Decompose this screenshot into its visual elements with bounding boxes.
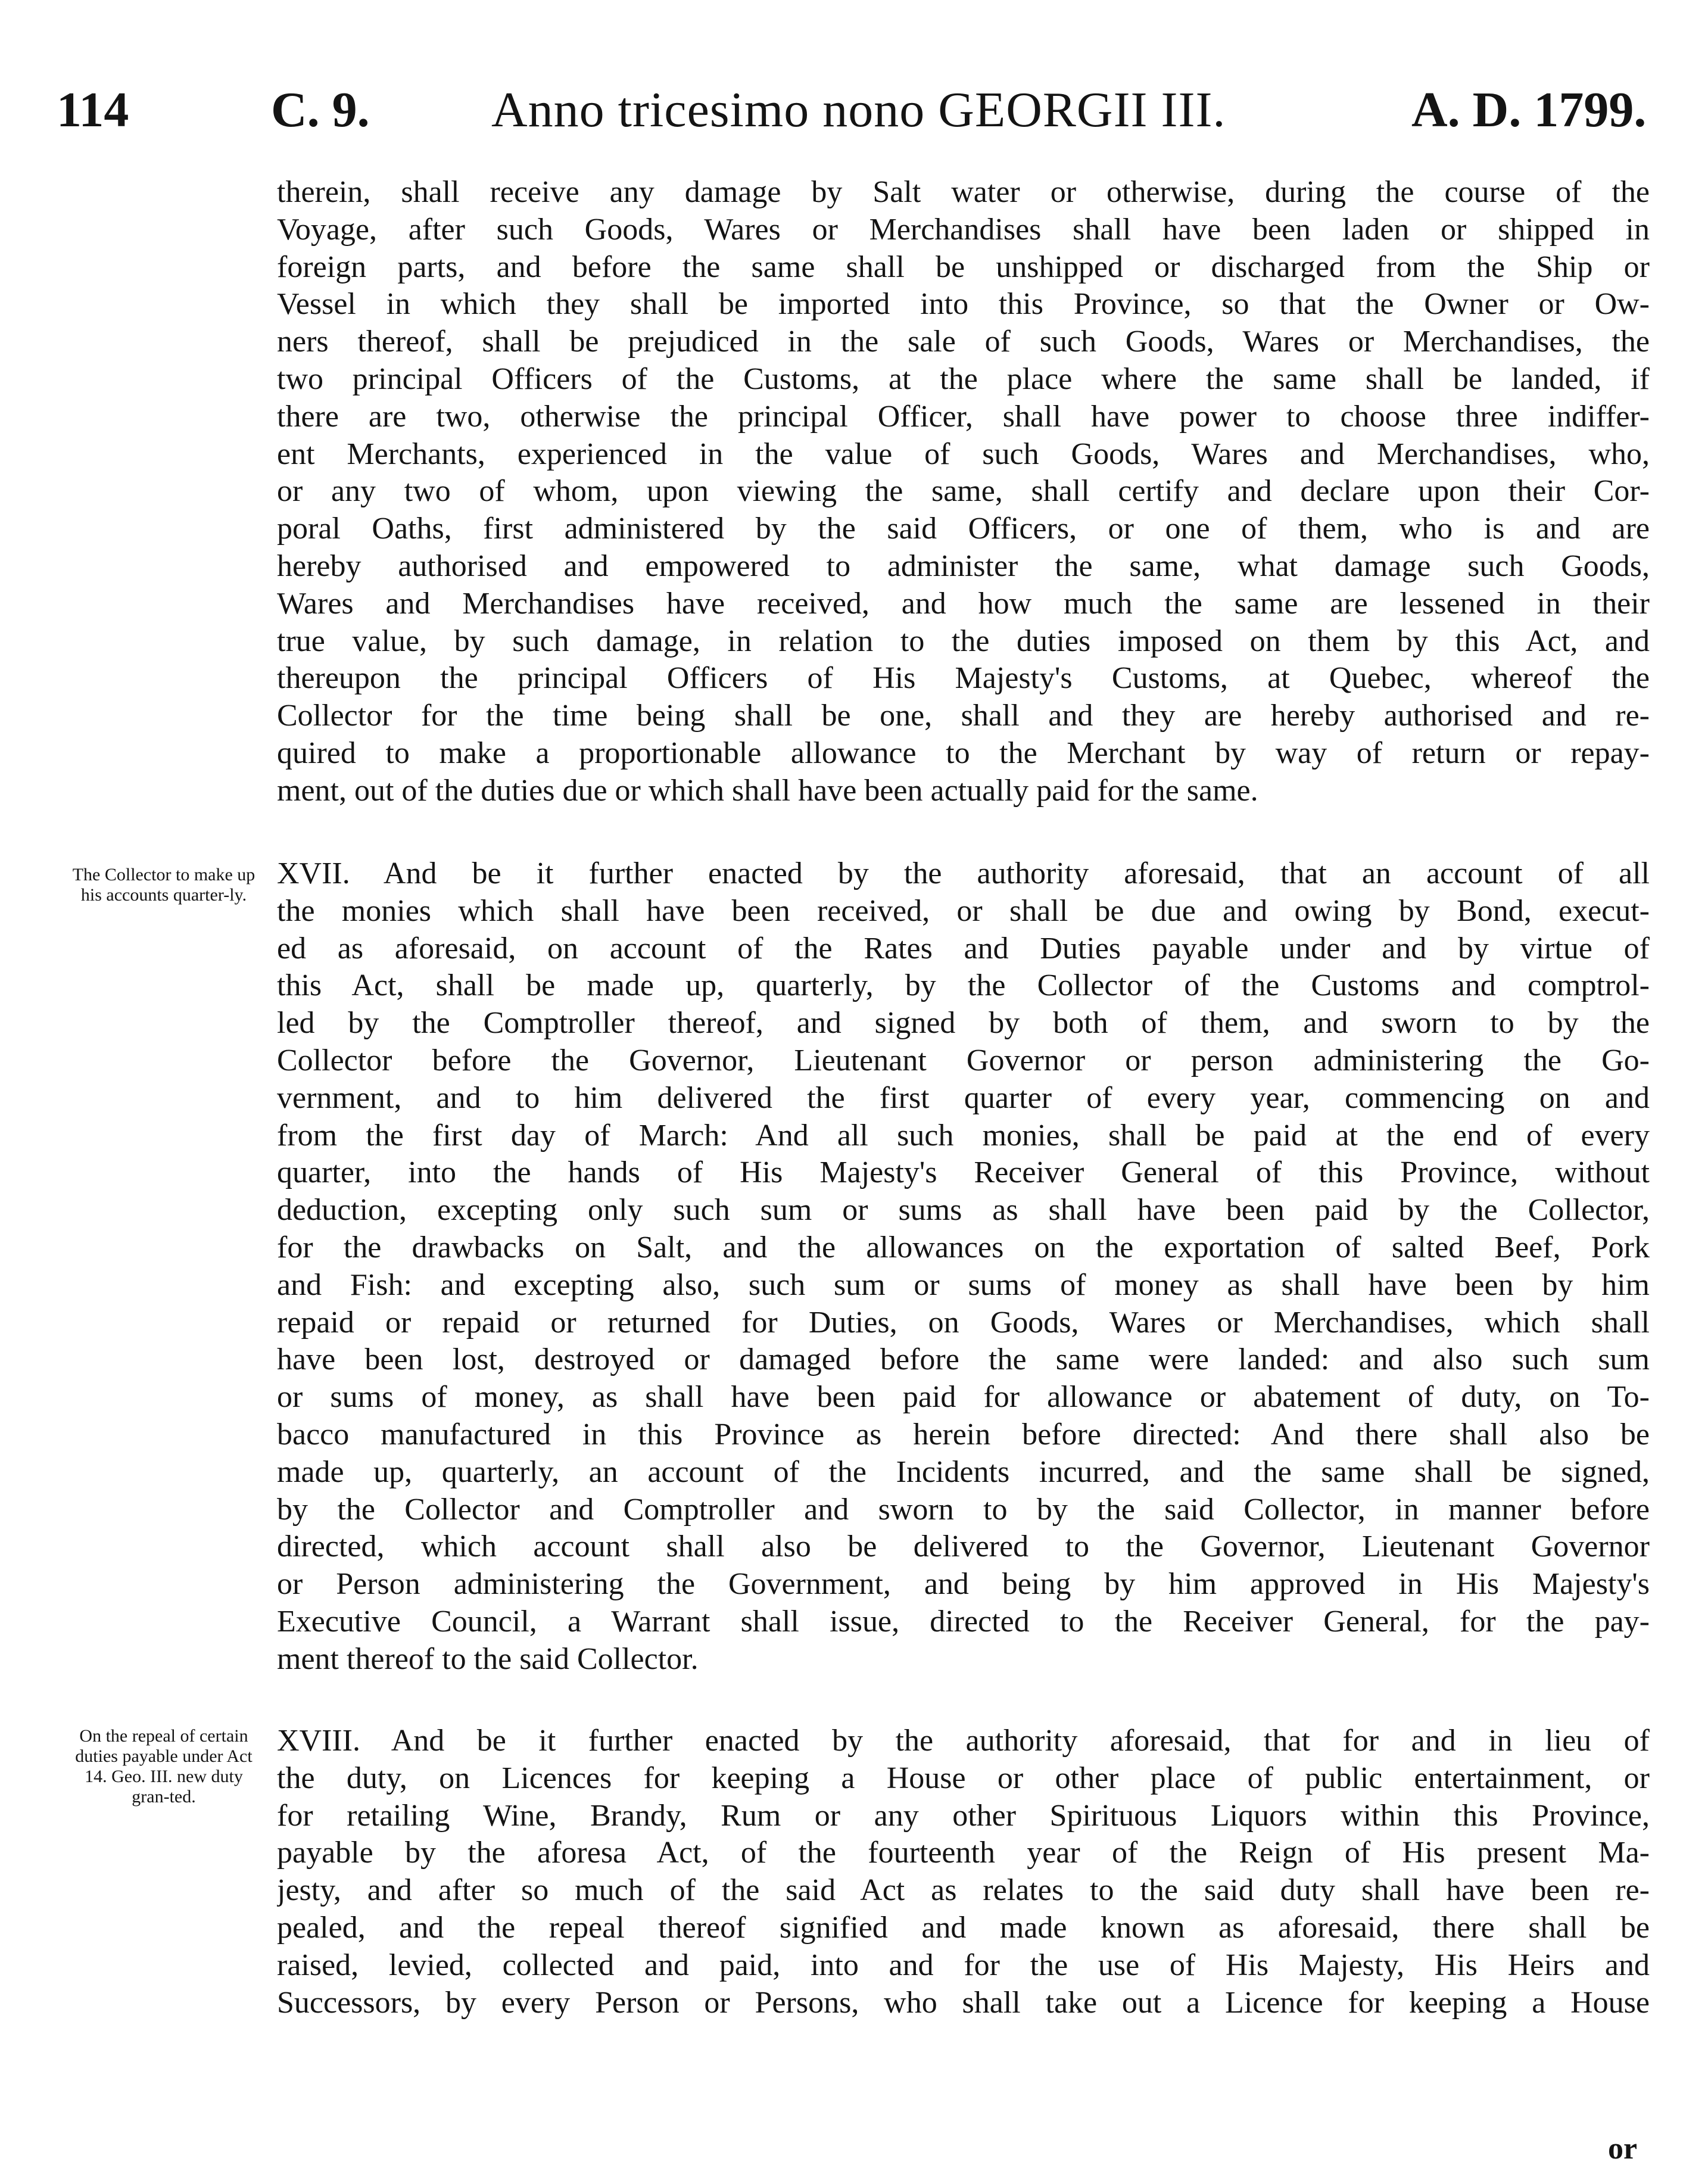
text-line: XVII. And be it further enacted by the authority aforesaid, that an account of all — [277, 856, 1650, 890]
section-continued — [277, 174, 1650, 810]
text-line: jesty, and after so much of the said Act as relates to the said duty shall have been re- — [277, 1873, 1650, 1908]
text-line: raised, levied, collected and paid, into and for the use of His Majesty, His Heirs and — [277, 1948, 1650, 1982]
text-line: this Act, shall be made up, quarterly, by the Collector of the Customs and comptrol- — [277, 968, 1650, 1003]
text-line: the duty, on Licences for keeping a House or other place of public entertainment, or — [277, 1761, 1650, 1795]
text-line: bacco manufactured in this Province as herein before directed: And there shall also be — [277, 1417, 1650, 1452]
text-line: the monies which shall have been received, or shall be due and owing by Bond, execut- — [277, 893, 1650, 928]
page-number: 114 — [57, 82, 129, 138]
section-xviii — [277, 1723, 1650, 2022]
text-line: ment thereof to the said Collector. — [277, 1642, 699, 1676]
text-line: or sums of money, as shall have been paid for allowance or abatement of duty, on To- — [277, 1380, 1650, 1415]
text-line: therein, shall receive any damage by Salt water or otherwise, during the course of the — [277, 175, 1650, 209]
text-line: two principal Officers of the Customs, at the place where the same shall be landed, if — [277, 362, 1650, 396]
text-line: there are two, otherwise the principal Officer, shall have power to choose three indiffer- — [277, 399, 1650, 434]
text-line: Wares and Merchandises have received, and how much the same are lessened in their — [277, 586, 1650, 621]
margin-note-xviii: On the repeal of certain duties payable under Act 14. Geo. III. new duty gran-ted. — [75, 1726, 253, 1807]
text-line: from the first day of March: And all such monies, shall be paid at the end of every — [277, 1118, 1650, 1153]
text-line: directed, which account shall also be delivered to the Governor, Lieutenant Governor — [277, 1530, 1650, 1564]
margin-note-xvii: The Collector to make up his accounts quarter-ly. — [72, 865, 255, 905]
text-line: for the drawbacks on Salt, and the allowances on the exportation of salted Beef, Pork — [277, 1230, 1650, 1264]
text-line: foreign parts, and before the same shall be unshipped or discharged from the Ship or — [277, 250, 1650, 284]
text-line: Voyage, after such Goods, Wares or Merchandises shall have been laden or shipped in — [277, 212, 1650, 247]
text-line: poral Oaths, first administered by the said Officers, or one of them, who is and are — [277, 512, 1650, 546]
text-line: ent Merchants, experienced in the value of such Goods, Wares and Merchandises, who, — [277, 437, 1650, 471]
running-title: Anno tricesimo nono GEORGII III. — [491, 82, 1226, 138]
chapter-number: C. 9. — [271, 82, 370, 138]
text-line: quarter, into the hands of His Majesty's Receiver General of this Province, without — [277, 1155, 1650, 1190]
text-line: pealed, and the repeal thereof signified and made known as aforesaid, there shall be — [277, 1910, 1650, 1945]
year-label: A. D. 1799. — [1411, 82, 1647, 138]
text-line: for retailing Wine, Brandy, Rum or any other Spirituous Liquors within this Province, — [277, 1798, 1650, 1833]
text-line: hereby authorised and empowered to administer the same, what damage such Goods, — [277, 549, 1650, 583]
text-line: have been lost, destroyed or damaged before the same were landed: and also such sum — [277, 1343, 1650, 1377]
text-line: quired to make a proportionable allowance to the Merchant by way of return or repay- — [277, 736, 1650, 770]
text-line: repaid or repaid or returned for Duties, on Goods, Wares or Merchandises, which shall — [277, 1305, 1650, 1340]
text-line: ed as aforesaid, on account of the Rates and Duties payable under and by virtue of — [277, 931, 1650, 965]
text-line: deduction, excepting only such sum or sums as shall have been paid by the Collector, — [277, 1193, 1650, 1228]
text-line: ners thereof, shall be prejudiced in the sale of such Goods, Wares or Merchandises, the — [277, 325, 1650, 359]
text-line: Collector before the Governor, Lieutenant Governor or person administering the Go- — [277, 1043, 1650, 1077]
text-line: Successors, by every Person or Persons, who shall take out a Licence for keeping a House — [277, 1985, 1650, 2020]
text-line: vernment, and to him delivered the first quarter of every year, commencing on and — [277, 1080, 1650, 1115]
text-line: Executive Council, a Warrant shall issue, directed to the Receiver General, for the pay- — [277, 1604, 1650, 1639]
page-header — [57, 74, 1676, 146]
text-line: true value, by such damage, in relation to the duties imposed on them by this Act, and — [277, 624, 1650, 658]
text-line: XVIII. And be it further enacted by the authority aforesaid, that for and in lieu of — [277, 1724, 1650, 1758]
text-line: made up, quarterly, an account of the Incidents incurred, and the same shall be signed, — [277, 1454, 1650, 1489]
catchword: or — [1608, 2132, 1638, 2166]
text-line: ment, out of the duties due or which shall have been actually paid for the same. — [277, 773, 1258, 808]
text-line: Vessel in which they shall be imported into this Province, so that the Owner or Ow- — [277, 287, 1650, 322]
text-line: by the Collector and Comptroller and sworn to by the said Collector, in manner before — [277, 1492, 1650, 1527]
text-line: Collector for the time being shall be one, shall and they are hereby authorised and re- — [277, 699, 1650, 733]
text-line: or Person administering the Government, and being by him approved in His Majesty's — [277, 1567, 1650, 1602]
section-xvii — [277, 855, 1650, 1678]
text-line: payable by the aforesa Act, of the fourteenth year of the Reign of His present Ma- — [277, 1836, 1650, 1870]
text-line: thereupon the principal Officers of His Majesty's Customs, at Quebec, whereof the — [277, 661, 1650, 696]
text-line: or any two of whom, upon viewing the same, shall certify and declare upon their Cor- — [277, 474, 1650, 509]
text-line: and Fish: and excepting also, such sum or sums of money as shall have been by him — [277, 1267, 1650, 1302]
text-line: led by the Comptroller thereof, and signed by both of them, and sworn to by the — [277, 1006, 1650, 1041]
